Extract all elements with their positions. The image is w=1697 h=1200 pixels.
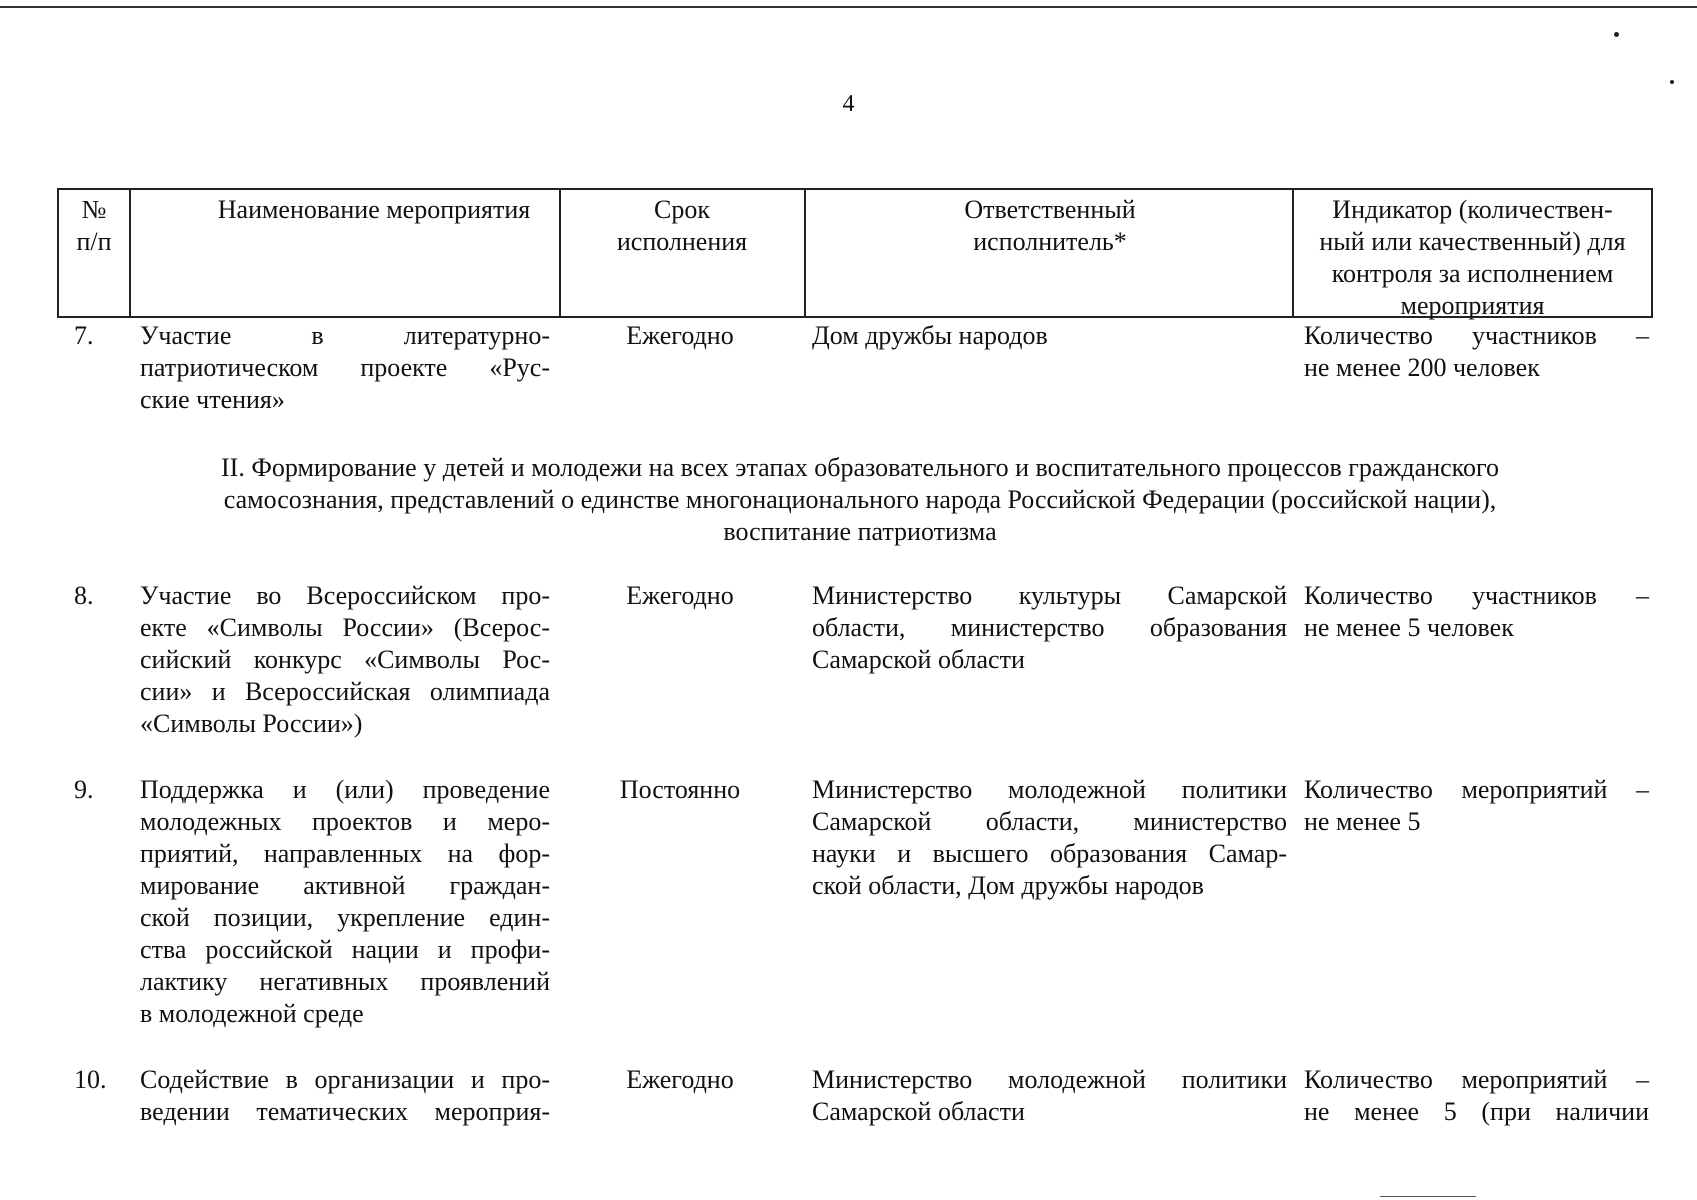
row-name-line: екте «Символы России» (Всерос- [140, 613, 550, 642]
row-indicator-line: Количество участников – [1304, 321, 1649, 350]
header-indicator-line: ный или качественный) для [1319, 227, 1626, 256]
row-name-line: ские чтения» [140, 385, 285, 414]
row-name-line: патриотическом проекте «Рус- [140, 353, 550, 382]
header-responsible-line: исполнитель* [973, 227, 1127, 256]
row-indicator-line: не менее 5 (при наличии [1304, 1097, 1649, 1126]
row-name-line: ства российской нации и профи- [140, 935, 550, 964]
row-name-line: Участие в литературно- [140, 321, 550, 350]
row-name-line: молодежных проектов и меро- [140, 807, 550, 836]
row-indicator-line: не менее 200 человек [1304, 353, 1540, 382]
row-responsible-line: Дом дружбы народов [812, 321, 1048, 350]
section-title-line: воспитание патриотизма [723, 517, 997, 546]
header-term-line: Срок [654, 195, 710, 224]
row-responsible-line: Самарской области [812, 1097, 1025, 1126]
row-responsible-line: Министерство молодежной политики [812, 775, 1287, 804]
header-num-line: № [81, 195, 107, 224]
row-number: 10. [74, 1065, 107, 1094]
header-term-line: исполнения [616, 227, 748, 256]
header-num-line: п/п [76, 227, 112, 256]
section-title [120, 452, 1600, 548]
row-term: Постоянно [619, 775, 741, 804]
page-number: 4 [842, 91, 855, 117]
row-responsible-line: области, министерство образования [812, 613, 1287, 642]
scan-artifact-dot [1614, 32, 1619, 37]
header-name [131, 190, 617, 316]
row-responsible [812, 1064, 1287, 1128]
row-name [140, 774, 550, 1030]
header-indicator [1294, 190, 1651, 320]
row-term: Ежегодно [626, 581, 734, 610]
row-indicator [1304, 580, 1649, 644]
row-responsible-line: Министерство культуры Самарской [812, 581, 1287, 610]
header-indicator-line: Индикатор (количествен- [1332, 195, 1613, 224]
row-term: Ежегодно [626, 321, 734, 350]
row-responsible-line: науки и высшего образования Самар- [812, 839, 1287, 868]
section-title-line: самосознания, представлений о единстве многонационального народа Российской Федерации (российской нации), [223, 485, 1497, 514]
row-indicator-line: не менее 5 [1304, 807, 1421, 836]
row-name-line: сийский конкурс «Символы Рос- [140, 645, 550, 674]
row-name-line: «Символы России») [140, 709, 363, 738]
header-indicator-line: контроля за исполнением [1331, 259, 1614, 288]
row-name-line: Поддержка и (или) проведение [140, 775, 550, 804]
row-name-line: Содействие в организации и про- [140, 1065, 550, 1094]
row-name-line: Участие во Всероссийском про- [140, 581, 550, 610]
row-responsible [812, 580, 1287, 676]
row-term: Ежегодно [626, 1065, 734, 1094]
row-name-line: ведении тематических мероприя- [140, 1097, 550, 1126]
row-number: 7. [74, 321, 94, 350]
header-term [561, 190, 803, 316]
row-indicator-line: не менее 5 человек [1304, 613, 1514, 642]
row-name-line: сии» и Всероссийская олимпиада [140, 677, 550, 706]
header-indicator-line: мероприятия [1400, 291, 1545, 320]
header-responsible-line: Ответственный [964, 195, 1136, 224]
row-responsible-line: Самарской области [812, 645, 1025, 674]
section-title-line: II. Формирование у детей и молодежи на всех этапах образовательного и воспитательного процессов гражданского [221, 453, 1499, 482]
row-indicator [1304, 320, 1649, 384]
row-indicator [1304, 1064, 1649, 1128]
row-name-line: приятий, направленных на фор- [140, 839, 550, 868]
row-responsible-line: Самарской области, министерство [812, 807, 1287, 836]
scan-artifact-dot [1670, 80, 1674, 84]
header-num [59, 190, 129, 316]
row-indicator-line: Количество участников – [1304, 581, 1649, 610]
bottom-rule [1380, 1196, 1476, 1197]
row-name-line: ской позиции, укрепление един- [140, 903, 550, 932]
row-name [140, 1064, 550, 1128]
row-responsible-line: ской области, Дом дружбы народов [812, 871, 1204, 900]
row-name [140, 320, 550, 416]
row-indicator-line: Количество мероприятий – [1304, 775, 1649, 804]
table-header [57, 188, 1653, 318]
row-name-line: мирование активной граждан- [140, 871, 550, 900]
row-responsible [812, 774, 1287, 902]
row-number: 9. [74, 775, 94, 804]
row-name-line: в молодежной среде [140, 999, 364, 1028]
row-indicator [1304, 774, 1649, 838]
row-name [140, 580, 550, 740]
header-responsible [806, 190, 1294, 316]
row-responsible [812, 320, 1287, 352]
top-scan-rule [0, 6, 1697, 8]
row-indicator-line: Количество мероприятий – [1304, 1065, 1649, 1094]
header-name-line: Наименование мероприятия [217, 195, 531, 224]
row-name-line: лактику негативных проявлений [140, 967, 550, 996]
row-responsible-line: Министерство молодежной политики [812, 1065, 1287, 1094]
row-number: 8. [74, 581, 94, 610]
